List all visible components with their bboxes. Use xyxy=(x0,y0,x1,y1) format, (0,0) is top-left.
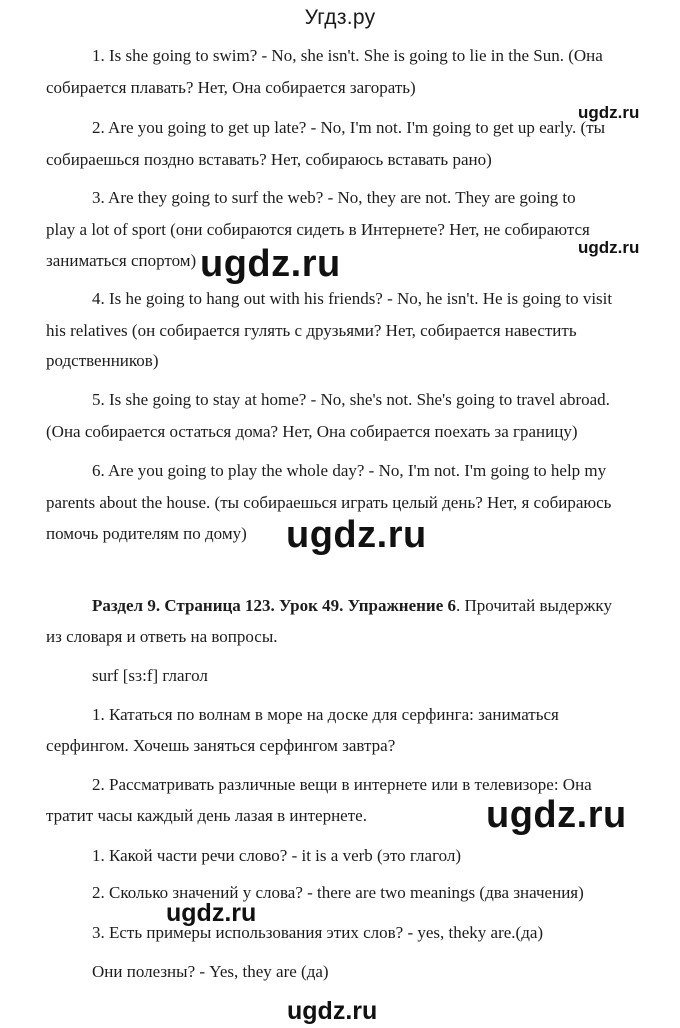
section-heading-line-2: из словаря и ответь на вопросы. xyxy=(46,627,278,646)
section-heading-rest: . Прочитай выдержку xyxy=(456,596,612,615)
answer-1-line-2: собирается плавать? Нет, Она собирается загорать) xyxy=(46,78,416,97)
answer-3-line-1: 3. Are they going to surf the web? - No, they are not. They are going to xyxy=(92,188,576,207)
meaning-2-line-2: тратит часы каждый день лазая в интернете. xyxy=(46,806,367,825)
question-1: 1. Какой части речи слово? - it is a verb (это глагол) xyxy=(92,846,462,865)
answer-2-line-2: собираешься поздно вставать? Нет, собираюсь вставать рано) xyxy=(46,150,492,169)
watermark: ugdz.ru xyxy=(287,997,378,1025)
meaning-1-line-1: 1. Кататься по волнам в море на доске для серфинга: заниматься xyxy=(92,705,559,724)
answer-3-line-3: заниматься спортом) xyxy=(46,251,197,270)
watermark: ugdz.ru xyxy=(578,103,640,122)
watermark: ugdz.ru xyxy=(166,899,257,927)
section-heading-bold: Раздел 9. Страница 123. Урок 49. Упражнение 6 xyxy=(92,596,457,615)
answer-1-line-1: 1. Is she going to swim? - No, she isn't. She is going to lie in the Sun. (Она xyxy=(92,46,603,65)
watermark: ugdz.ru xyxy=(200,243,341,285)
watermark: ugdz.ru xyxy=(486,794,627,836)
meaning-1-line-2: серфингом. Хочешь заняться серфингом завтра? xyxy=(46,736,396,755)
answer-5-line-1: 5. Is she going to stay at home? - No, she's not. She's going to travel abroad. xyxy=(92,390,610,409)
question-3: 3. Есть примеры использования этих слов? - yes, theky are.(да) xyxy=(92,923,544,942)
answer-4-line-1: 4. Is he going to hang out with his friends? - No, he isn't. He is going to visit xyxy=(92,289,613,308)
answer-3-line-2: play a lot of sport (они собираются сидеть в Интернете? Нет, не собираются xyxy=(46,220,590,239)
answer-6-line-3: помочь родителям по дому) xyxy=(46,524,247,543)
answer-6-line-2: parents about the house. (ты собираешься играть целый день? Нет, я собираюсь xyxy=(46,493,612,512)
answer-4-line-3: родственников) xyxy=(46,351,159,370)
answer-5-line-2: (Она собирается остаться дома? Нет, Она собирается поехать за границу) xyxy=(46,422,578,441)
answer-2-line-1: 2. Are you going to get up late? - No, I'm not. I'm going to get up early. (ты xyxy=(92,118,605,137)
question-4: Они полезны? - Yes, they are (да) xyxy=(92,962,329,981)
answer-6-line-1: 6. Are you going to play the whole day? - No, I'm not. I'm going to help my xyxy=(92,461,607,480)
meaning-2-line-1: 2. Рассматривать различные вещи в интернете или в телевизоре: Она xyxy=(92,775,592,794)
dictionary-entry: surf [sɜ:f] глагол xyxy=(92,666,208,685)
watermark: ugdz.ru xyxy=(578,238,640,257)
question-2: 2. Сколько значений у слова? - there are two meanings (два значения) xyxy=(92,883,584,902)
answer-4-line-2: his relatives (он собирается гулять с друзьями? Нет, собирается навестить xyxy=(46,321,577,340)
site-title: Угдз.ру xyxy=(304,6,376,29)
watermark: ugdz.ru xyxy=(286,514,427,556)
section-heading xyxy=(92,596,612,616)
